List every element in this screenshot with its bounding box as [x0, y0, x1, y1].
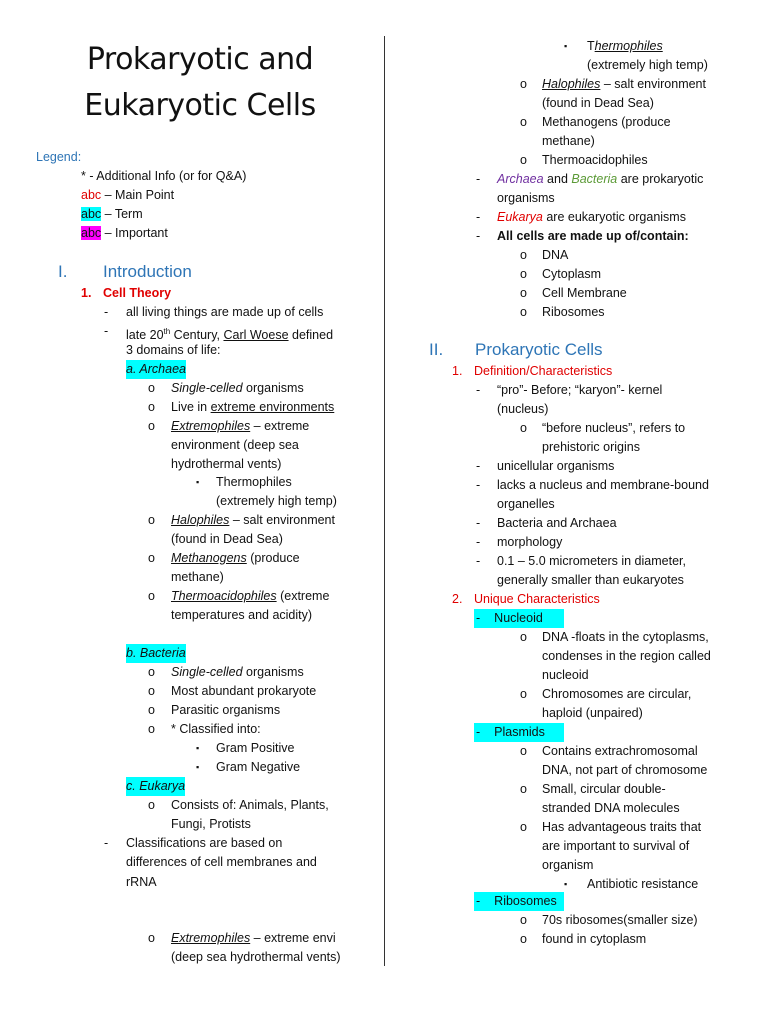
circle-bullet: o: [520, 782, 527, 796]
circle-bullet: o: [520, 286, 527, 300]
eukarya-consists: Consists of: Animals, Plants,: [171, 798, 329, 812]
nucleoid-term: - Nucleoid: [474, 609, 564, 628]
circle-bullet: o: [520, 820, 527, 834]
dash-bullet: -: [476, 172, 481, 186]
section-heading-prokaryotic: Prokaryotic Cells: [475, 340, 603, 359]
circle-bullet: o: [148, 400, 155, 414]
circle-bullet: o: [148, 419, 155, 433]
circle-bullet: o: [520, 153, 527, 167]
square-bullet: ▪: [564, 41, 568, 51]
all-cells-contain: All cells are made up of/contain:: [497, 229, 689, 243]
cell-theory-heading: Cell Theory: [103, 286, 172, 300]
cell-theory-point-1: all living things are made up of cells: [126, 305, 324, 319]
archaea-extremophiles-l3: hydrothermal vents): [171, 457, 282, 471]
circle-bullet: o: [148, 722, 155, 736]
eukarya-label: c. Eukarya: [126, 777, 185, 796]
cell-theory-point-2: late 20th Century, Carl Woese defined: [126, 327, 334, 343]
page-title-line2: Eukaryotic Cells: [84, 88, 316, 123]
dash-bullet: -: [476, 478, 481, 492]
right-halophiles-l2: (found in Dead Sea): [542, 96, 654, 110]
unique-heading: Unique Characteristics: [474, 592, 600, 606]
square-bullet: ▪: [196, 477, 200, 487]
contains-cytoplasm: Cytoplasm: [542, 267, 602, 281]
plasmids-circular: Small, circular double-: [542, 782, 666, 796]
circle-bullet: o: [148, 703, 155, 717]
archaea-extremophiles: Extremophiles – extreme: [171, 419, 310, 433]
bacteria-single-celled: Single-celled organisms: [171, 665, 304, 679]
circle-bullet: o: [520, 744, 527, 758]
archaea-thermophiles-l2: (extremely high temp): [216, 494, 337, 508]
circle-bullet: o: [520, 913, 527, 927]
square-bullet: ▪: [564, 879, 568, 889]
circle-bullet: o: [520, 630, 527, 644]
dash-bullet: -: [476, 229, 481, 243]
archaea-thermoacidophiles-l2: temperatures and acidity): [171, 608, 313, 622]
extremophiles-repeat: Extremophiles – extreme envi: [171, 931, 336, 945]
def-pro-karyon-l2: (nucleus): [497, 402, 549, 416]
def-unicellular: unicellular organisms: [497, 459, 615, 473]
right-thermophiles: Thermophiles: [587, 39, 663, 53]
circle-bullet: o: [148, 513, 155, 527]
plasmids-advantageous-l2: are important to survival of: [542, 839, 690, 853]
archaea-thermoacidophiles: Thermoacidophiles (extreme: [171, 589, 330, 603]
right-thermophiles-l2: (extremely high temp): [587, 58, 708, 72]
def-pro-karyon: “pro”- Before; “karyon”- kernel: [497, 383, 663, 397]
bacteria-gram-positive: Gram Positive: [216, 741, 295, 755]
nucleoid-chromosomes: Chromosomes are circular,: [542, 687, 692, 701]
right-halophiles: Halophiles – salt environment: [542, 77, 706, 91]
contains-ribosomes: Ribosomes: [542, 305, 605, 319]
section-numeral-2: II.: [429, 340, 444, 359]
plasmids-circular-l2: stranded DNA molecules: [542, 801, 680, 815]
unique-number: 2.: [452, 592, 463, 606]
square-bullet: ▪: [196, 743, 200, 753]
nucleoid-dna-l2: condenses in the region called: [542, 649, 711, 663]
circle-bullet: o: [148, 589, 155, 603]
circle-bullet: o: [148, 665, 155, 679]
legend-additional: * - Additional Info (or for Q&A): [81, 169, 247, 183]
column-divider: [384, 36, 385, 966]
bacteria-most-abundant: Most abundant prokaryote: [171, 684, 317, 698]
archaea-extreme-env: Live in extreme environments: [171, 400, 335, 414]
plasmids-extrachromosomal: Contains extrachromosomal: [542, 744, 698, 758]
def-lacks-nucleus: lacks a nucleus and membrane-bound: [497, 478, 709, 492]
section-heading-introduction: Introduction: [103, 262, 192, 281]
circle-bullet: o: [520, 77, 527, 91]
legend-label: Legend:: [36, 150, 82, 164]
circle-bullet: o: [148, 551, 155, 565]
classifications-l1: Classifications are based on: [126, 836, 283, 850]
dash-bullet: -: [476, 535, 481, 549]
plasmids-term: - Plasmids: [474, 723, 564, 742]
def-before-nucleus: “before nucleus”, refers to: [542, 421, 686, 435]
dash-bullet: -: [104, 324, 109, 338]
page-title-line1: Prokaryotic and: [86, 42, 314, 77]
bacteria-classified: * Classified into:: [171, 722, 261, 736]
extremophiles-repeat-l2: (deep sea hydrothermal vents): [171, 950, 341, 964]
nucleoid-dna: DNA -floats in the cytoplasms,: [542, 630, 709, 644]
def-bacteria-archaea: Bacteria and Archaea: [497, 516, 617, 530]
circle-bullet: o: [520, 267, 527, 281]
definition-number: 1.: [452, 364, 463, 378]
circle-bullet: o: [148, 381, 155, 395]
circle-bullet: o: [520, 305, 527, 319]
dash-bullet: -: [476, 459, 481, 473]
archaea-extremophiles-l2: environment (deep sea: [171, 438, 299, 452]
right-methanogens-l2: methane): [542, 134, 595, 148]
dash-bullet: -: [476, 383, 481, 397]
bacteria-gram-negative: Gram Negative: [216, 760, 301, 774]
dash-bullet: -: [104, 305, 109, 319]
circle-bullet: o: [520, 687, 527, 701]
cell-theory-number: 1.: [81, 286, 92, 300]
def-size: 0.1 – 5.0 micrometers in diameter,: [497, 554, 686, 568]
legend-important: abc – Important: [81, 226, 168, 240]
dash-bullet: -: [476, 516, 481, 530]
eukarya-consists-l2: Fungi, Protists: [171, 817, 251, 831]
archaea-label: a. Archaea: [126, 360, 186, 379]
archaea-halophiles: Halophiles – salt environment: [171, 513, 335, 527]
definition-heading: Definition/Characteristics: [474, 364, 613, 378]
def-lacks-nucleus-l2: organelles: [497, 497, 555, 511]
ribosomes-cytoplasm: found in cytoplasm: [542, 932, 647, 946]
circle-bullet: o: [148, 931, 155, 945]
dash-bullet: -: [476, 554, 481, 568]
dash-bullet: -: [104, 836, 109, 850]
cell-theory-point-2-cont: 3 domains of life:: [126, 343, 221, 357]
dash-bullet: -: [476, 210, 481, 224]
circle-bullet: o: [148, 684, 155, 698]
def-size-l2: generally smaller than eukaryotes: [497, 573, 684, 587]
square-bullet: ▪: [196, 762, 200, 772]
plasmids-extrachromosomal-l2: DNA, not part of chromosome: [542, 763, 708, 777]
archaea-thermophiles: Thermophiles: [216, 475, 292, 489]
circle-bullet: o: [520, 248, 527, 262]
nucleoid-dna-l3: nucleoid: [542, 668, 589, 682]
contains-membrane: Cell Membrane: [542, 286, 627, 300]
archaea-single-celled: Single-celled organisms: [171, 381, 304, 395]
def-before-nucleus-l2: prehistoric origins: [542, 440, 640, 454]
circle-bullet: o: [520, 932, 527, 946]
archaea-methanogens: Methanogens (produce: [171, 551, 300, 565]
right-thermoacidophiles: Thermoacidophiles: [542, 153, 648, 167]
legend-term: abc – Term: [81, 207, 143, 221]
legend-main-point: abc – Main Point: [81, 188, 175, 202]
ribosomes-70s: 70s ribosomes(smaller size): [542, 913, 698, 927]
archaea-halophiles-l2: (found in Dead Sea): [171, 532, 283, 546]
plasmids-advantageous: Has advantageous traits that: [542, 820, 702, 834]
contains-dna: DNA: [542, 248, 569, 262]
nucleoid-chromosomes-l2: haploid (unpaired): [542, 706, 643, 720]
bacteria-parasitic: Parasitic organisms: [171, 703, 281, 717]
plasmids-advantageous-l3: organism: [542, 858, 594, 872]
section-numeral-1: I.: [58, 262, 68, 281]
circle-bullet: o: [148, 798, 155, 812]
prokaryotic-domains: Archaea and Bacteria are prokaryotic: [497, 172, 704, 186]
classifications-l2: differences of cell membranes and: [126, 855, 317, 869]
ribosomes-term: - Ribosomes: [474, 892, 564, 911]
archaea-methanogens-l2: methane): [171, 570, 224, 584]
classifications-l3: rRNA: [126, 875, 157, 889]
eukaryotic-domain: Eukarya are eukaryotic organisms: [497, 210, 686, 224]
circle-bullet: o: [520, 421, 527, 435]
right-methanogens: Methanogens (produce: [542, 115, 671, 129]
circle-bullet: o: [520, 115, 527, 129]
plasmids-antibiotic: Antibiotic resistance: [587, 877, 699, 891]
bacteria-label: b. Bacteria: [126, 644, 186, 663]
def-morphology: morphology: [497, 535, 563, 549]
prokaryotic-domains-l2: organisms: [497, 191, 555, 205]
